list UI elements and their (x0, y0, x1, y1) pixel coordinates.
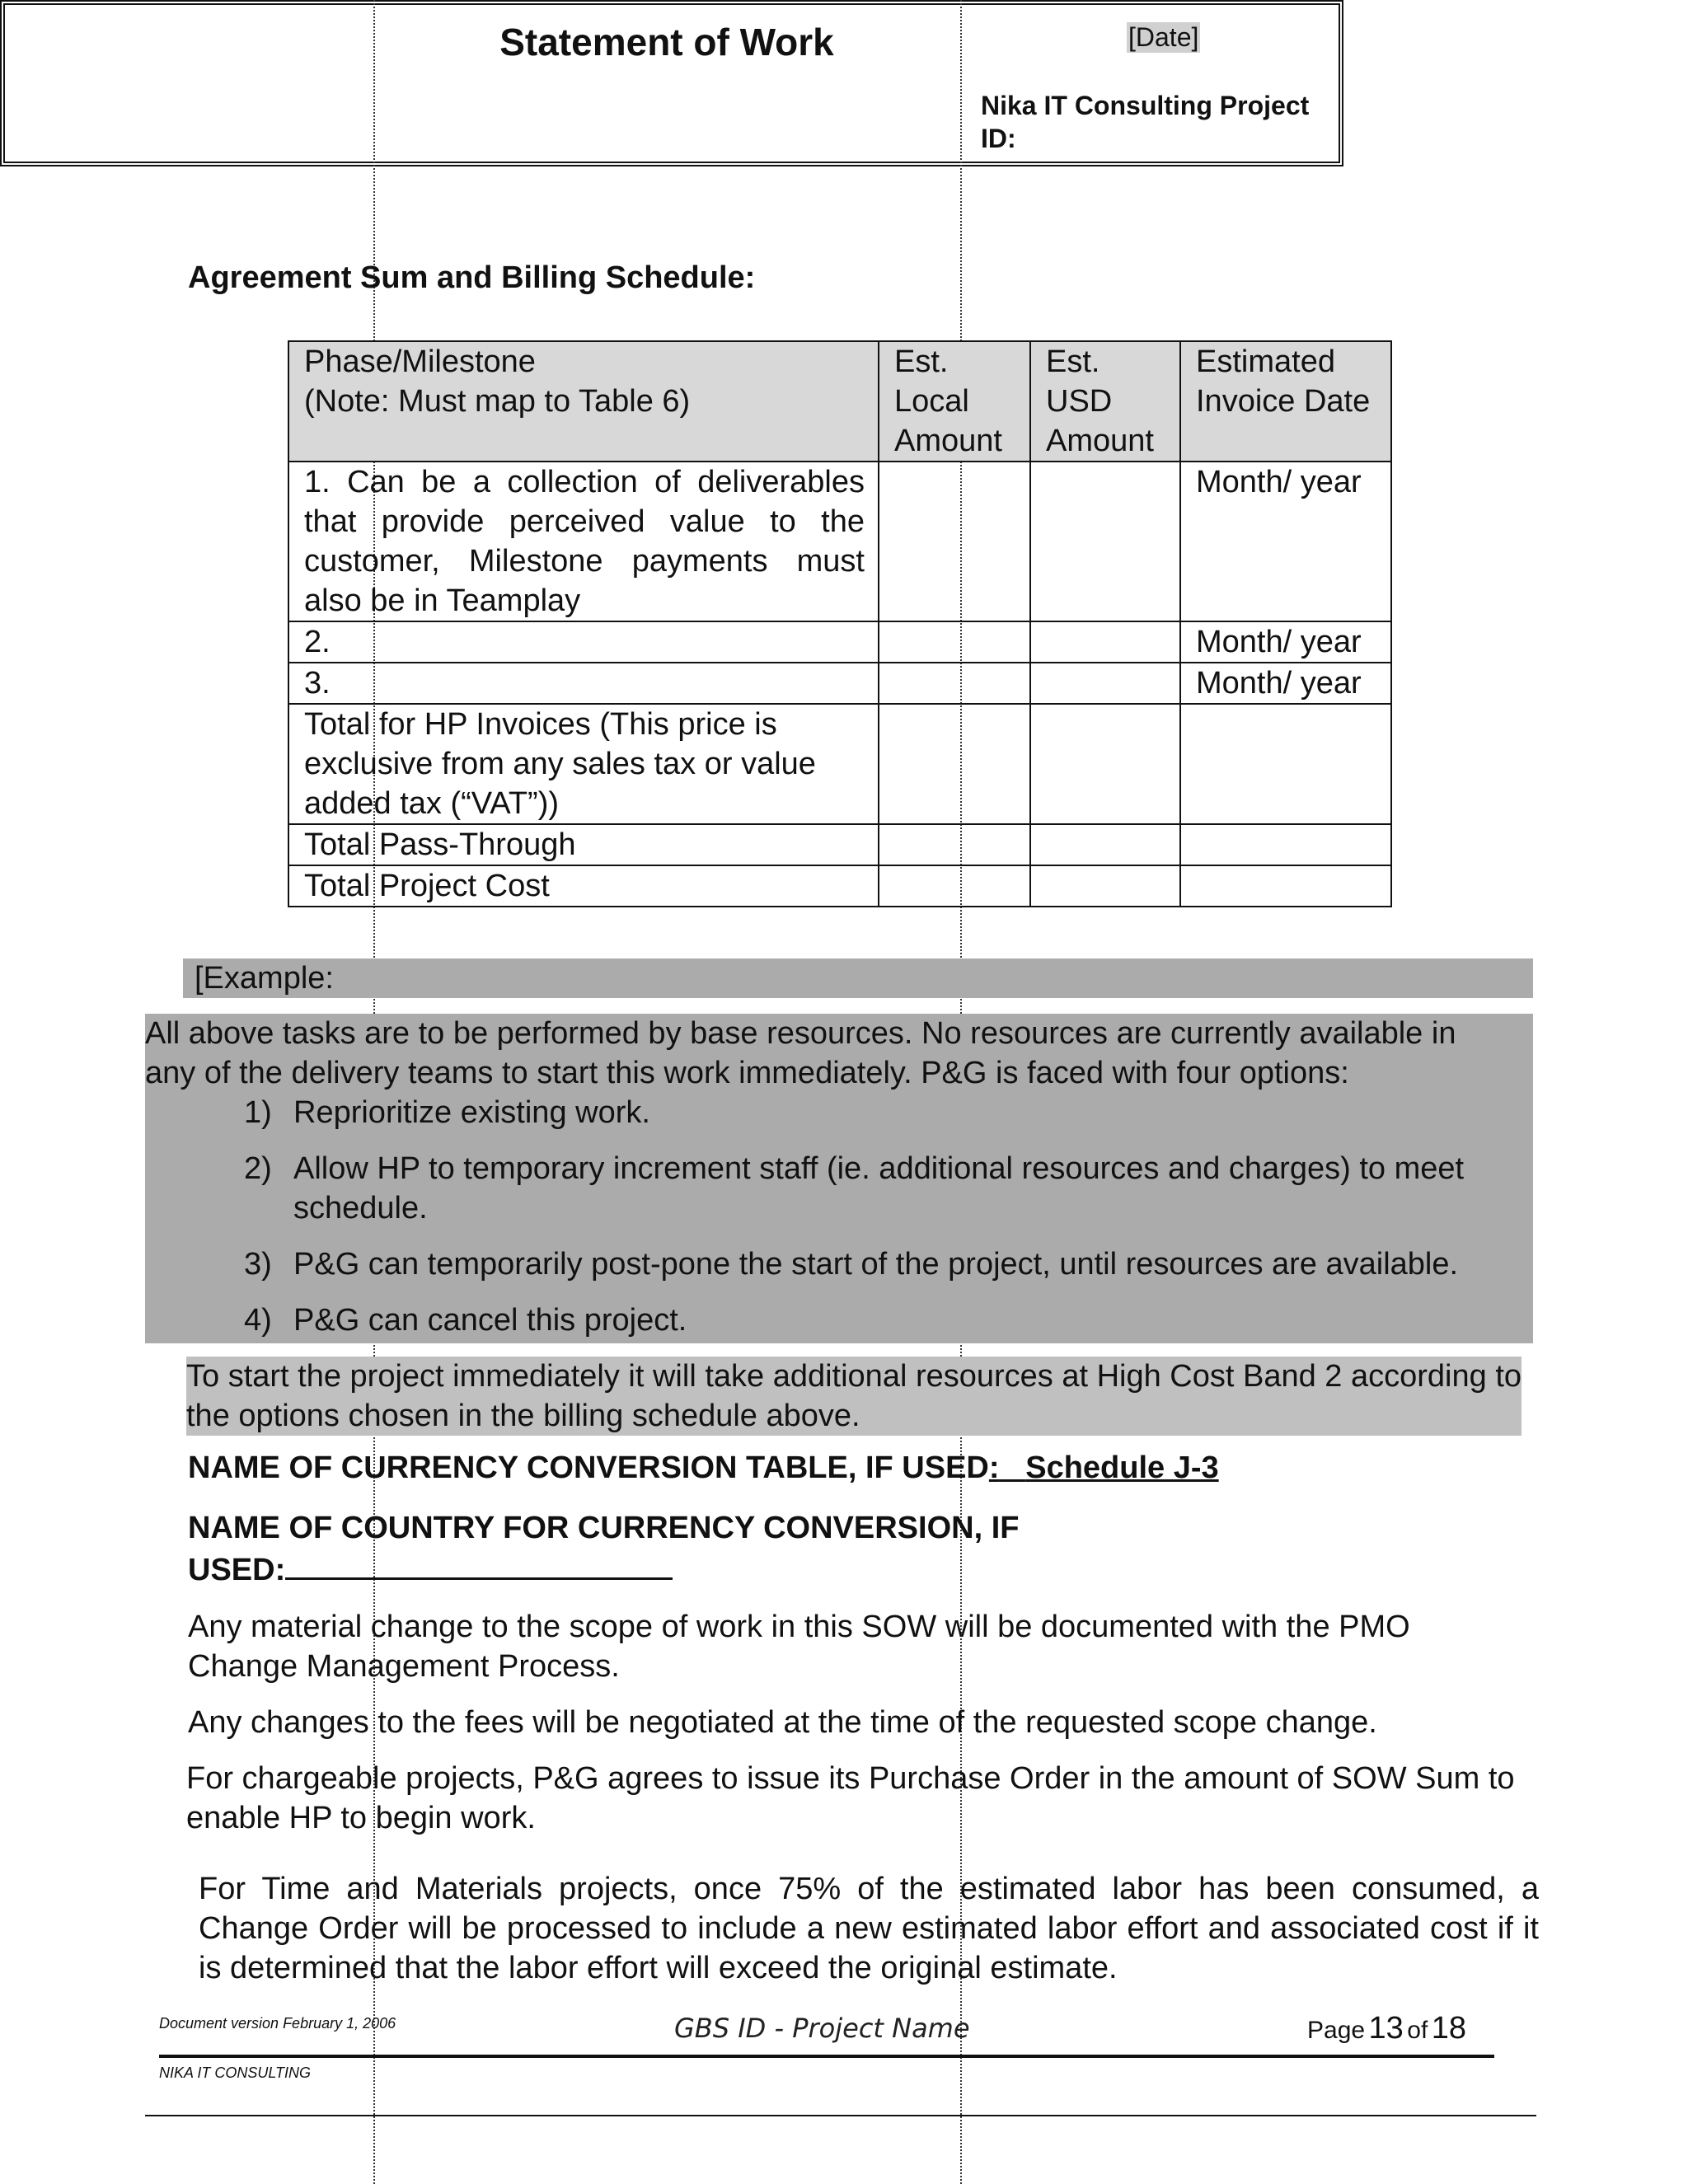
doc-version: Document version February 1, 2006 (159, 2015, 396, 2032)
currency-table-value[interactable]: Schedule J-3 (1025, 1451, 1219, 1485)
document-title: Statement of Work (499, 21, 834, 63)
table-cell-usd[interactable] (1030, 663, 1180, 704)
list-item-text: Allow HP to temporary increment staff (ie. additional resources and charges) to meet schedule. (293, 1151, 1465, 1226)
page-total: 18 (1431, 2011, 1467, 2046)
page-word: Page (1307, 2017, 1366, 2044)
currency-country-label: NAME OF COUNTRY FOR CURRENCY CONVERSION, IF USED: (188, 1511, 1020, 1587)
document-header (0, 0, 1343, 166)
list-item-number: 3) (244, 1247, 272, 1282)
table-row (288, 824, 1391, 865)
company-name: NIKA IT CONSULTING (159, 2064, 312, 2081)
table-cell-local[interactable] (879, 865, 1030, 907)
table-cell-date[interactable] (1180, 704, 1391, 824)
table-cell-usd[interactable] (1030, 865, 1180, 907)
table-row (288, 621, 1391, 663)
list-item (244, 1093, 1500, 1132)
currency-country-line (188, 1508, 1111, 1590)
table-cell-local[interactable] (879, 663, 1030, 704)
paragraph-scope-change: Any material change to the scope of work in this SOW will be documented with the PMO Change Management Process. (188, 1610, 1410, 1684)
currency-table-colon: : (988, 1451, 1000, 1485)
list-item (244, 1244, 1500, 1284)
section-title: Agreement Sum and Billing Schedule: (188, 260, 756, 295)
list-item-text: Reprioritize existing work. (293, 1095, 650, 1130)
table-cell-label: Total Project Cost (288, 865, 879, 907)
page-current: 13 (1368, 2011, 1404, 2046)
example-label: [Example: (183, 958, 1533, 998)
footer-rule (159, 2055, 1494, 2058)
table-row (288, 865, 1391, 907)
table-cell-label: Total Pass-Through (288, 824, 879, 865)
column-header-invoice-date: Estimated Invoice Date (1180, 341, 1391, 462)
currency-table-label: NAME OF CURRENCY CONVERSION TABLE, IF USED (188, 1451, 989, 1485)
column-header-phase: Phase/Milestone (Note: Must map to Table 6) (288, 341, 879, 462)
billing-schedule-table (288, 340, 1392, 907)
of-word: of (1407, 2017, 1428, 2044)
table-cell-local[interactable] (879, 704, 1030, 824)
table-cell-usd[interactable] (1030, 704, 1180, 824)
paragraph-time-materials: For Time and Materials projects, once 75% of the estimated labor has been consumed, a Change Order will be processed to include a new estimated labor effort and associated cost if it is determined that the labor effort will exceed the original estimate. (199, 1872, 1539, 1985)
page-number (1307, 2011, 1466, 2046)
table-cell-usd[interactable] (1030, 462, 1180, 621)
table-cell-local[interactable] (879, 621, 1030, 663)
table-cell-date[interactable] (1180, 865, 1391, 907)
currency-country-field[interactable] (285, 1548, 673, 1580)
table-row (288, 663, 1391, 704)
column-header-usd-amount: Est. USD Amount (1030, 341, 1180, 462)
options-list (244, 1093, 1500, 1340)
list-item (244, 1149, 1500, 1228)
table-cell-label: 2. (288, 621, 879, 663)
table-cell-date[interactable]: Month/ year (1180, 621, 1391, 663)
example-intro: All above tasks are to be performed by base resources. No resources are currently available in any of the delivery teams to start this work immediately. P&G is faced with four options: (145, 1016, 1456, 1090)
table-cell-date[interactable]: Month/ year (1180, 663, 1391, 704)
date-field[interactable]: [Date] (1128, 22, 1199, 52)
list-item-text: P&G can temporarily post-pone the start of the project, until resources are available. (293, 1247, 1459, 1282)
example-block (145, 1014, 1533, 1343)
paragraph-purchase-order: For chargeable projects, P&G agrees to issue its Purchase Order in the amount of SOW Sum to enable HP to begin work. (186, 1761, 1515, 1835)
project-id-label: Nika IT Consulting Project ID: (981, 91, 1310, 153)
table-cell-local[interactable] (879, 824, 1030, 865)
table-header-row (288, 341, 1391, 462)
column-header-local-amount: Est. Local Amount (879, 341, 1030, 462)
table-cell-usd[interactable] (1030, 621, 1180, 663)
example-closing: To start the project immediately it will take additional resources at High Cost Band 2 according to the options chosen in the billing schedule above. (186, 1357, 1522, 1436)
table-cell-date[interactable]: Month/ year (1180, 462, 1391, 621)
list-item-number: 4) (244, 1303, 272, 1338)
table-cell-date[interactable] (1180, 824, 1391, 865)
list-item (244, 1301, 1500, 1340)
currency-table-line (188, 1451, 1219, 1486)
table-cell-local[interactable] (879, 462, 1030, 621)
footer-project-name: GBS ID - Project Name (674, 2013, 970, 2044)
table-cell-label: Total for HP Invoices (This price is exclusive from any sales tax or value added tax (“VAT”)) (288, 704, 879, 824)
table-cell-usd[interactable] (1030, 824, 1180, 865)
page-bottom-rule (145, 2115, 1536, 2116)
list-item-number: 2) (244, 1151, 272, 1186)
table-cell-label: 3. (288, 663, 879, 704)
list-item-text: P&G can cancel this project. (293, 1303, 687, 1338)
list-item-number: 1) (244, 1095, 272, 1130)
table-row (288, 462, 1391, 621)
table-cell-label: 1. Can be a collection of deliverables that provide perceived value to the customer, Milestone payments must also be in Teamplay (288, 462, 879, 621)
paragraph-fees: Any changes to the fees will be negotiated at the time of the requested scope change. (188, 1705, 1377, 1740)
table-row (288, 704, 1391, 824)
